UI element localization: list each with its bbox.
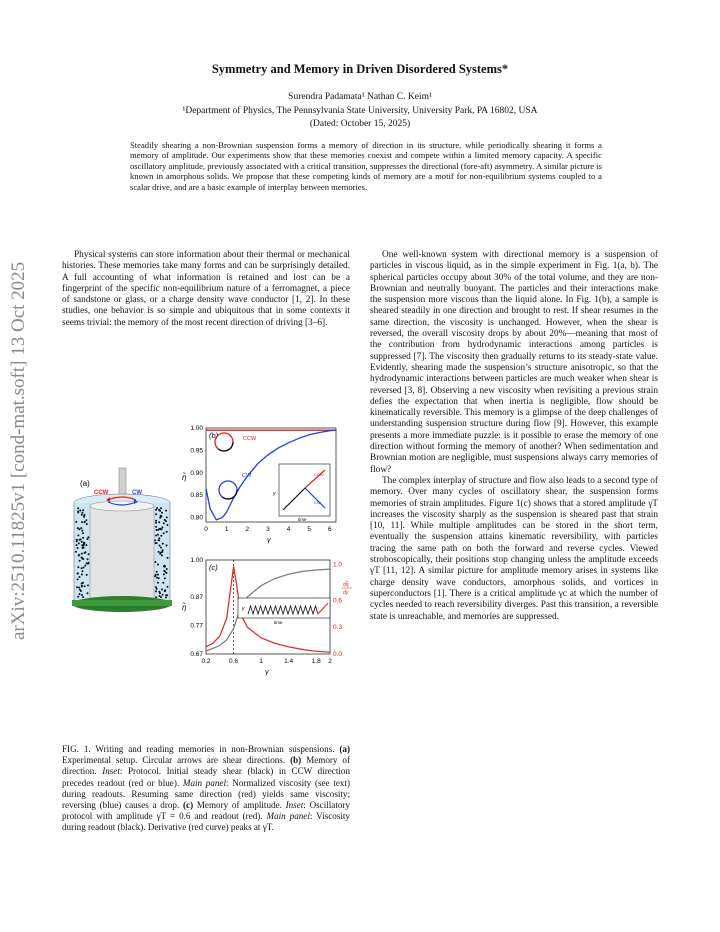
particle-dot	[162, 543, 164, 545]
particle-dot	[157, 529, 159, 531]
particle-dot	[156, 507, 158, 509]
particle-dot	[81, 521, 83, 523]
panel-c-xtick: 1.4	[284, 658, 294, 665]
panel-b-ytick: 0.95	[190, 447, 203, 455]
particle-dot	[155, 574, 157, 576]
particle-dot	[81, 512, 83, 514]
particle-dot	[85, 519, 87, 521]
panel-b-xtick: 5	[307, 526, 311, 533]
particle-dot	[81, 553, 83, 555]
particle-dot	[162, 594, 164, 596]
particle-dot	[77, 596, 79, 598]
particle-dot	[77, 578, 79, 580]
particle-dot	[82, 570, 84, 572]
panel-c-chart	[182, 557, 352, 676]
particle-dot	[79, 576, 81, 578]
panel-c-y2tick: 0.3	[333, 624, 343, 632]
particle-dot	[81, 514, 83, 516]
panel-c-y2tick: 0.6	[333, 597, 343, 605]
inset-b-xlabel: time	[298, 517, 307, 522]
particle-dot	[77, 572, 79, 574]
particle-dot	[81, 541, 83, 543]
particle-dot	[87, 536, 89, 538]
particle-dot	[159, 545, 161, 547]
caption-c-text: Memory of amplitude.	[193, 800, 286, 811]
particle-dot	[160, 507, 162, 509]
deriv-label-num: dη̃	[343, 582, 349, 588]
particle-dot	[77, 534, 79, 536]
particle-dot	[165, 520, 167, 522]
particle-dot	[167, 586, 169, 588]
particle-dot	[158, 537, 160, 539]
panel-a-label: (a)	[80, 479, 90, 488]
particle-dot	[79, 560, 81, 562]
caption-a-text: Experimental setup. Circular arrows are shear directions.	[62, 755, 291, 766]
paper-title: Symmetry and Memory in Driven Disordered Systems*	[211, 62, 509, 76]
ccw-label: CCW	[94, 490, 109, 496]
panel-c-ylabel: η̃	[182, 603, 187, 612]
particle-dot	[75, 551, 77, 553]
particle-dot	[161, 589, 163, 591]
particle-dot	[164, 571, 166, 573]
particle-dot	[88, 562, 90, 564]
particle-dot	[158, 521, 160, 523]
abstract: Steadily shearing a non-Brownian suspension forms a memory of direction in its structure, while periodically shearing it forms a memory of amplitude. Our experiments show that these memories coexist and compete within a limited memory capacity. A specific oscillatory amplitude, previously associated with a critical transition, suppresses the directional (fore-aft) asymmetry. A similar picture is known in amorphous solids. We propose that these competing kinds of memory are a motif for non-equilibrium systems coupled to a scalar drive, and are a basic example of interplay between memories.	[130, 140, 602, 192]
particle-dot	[81, 585, 83, 587]
particle-dot	[161, 512, 163, 514]
particle-dot	[80, 590, 82, 592]
particle-dot	[164, 590, 166, 592]
particle-dot	[156, 542, 158, 544]
inset-c-ylabel: γ	[242, 606, 245, 612]
particle-dot	[84, 585, 86, 587]
particle-dot	[77, 507, 79, 509]
author-list: Surendra Padamata¹ Nathan C. Keim¹	[288, 92, 432, 102]
particle-dot	[88, 553, 90, 555]
panel-b-xtick: 4	[286, 526, 291, 533]
particle-dot	[83, 516, 85, 518]
particle-dot	[76, 539, 78, 541]
particle-dot	[164, 577, 166, 579]
panel-b-xtick: 2	[245, 526, 250, 533]
panel-b-ytick: 0.85	[190, 492, 203, 500]
inset-b-ylabel: γ	[273, 491, 276, 497]
panel-c-label: (c)	[209, 563, 218, 572]
particle-dot	[81, 530, 83, 532]
right-paragraph-1: One well-known system with directional memory is a suspension of particles in viscous liquid, as in the simple experiment in Fig. 1(a, b). The spherical particles occupy about 30% of the total volume, and they are non-Brownian and neutrally buoyant. The particles and their interactions make the suspension more viscous than the liquid alone. In Fig. 1(b), a sample is sheared steadily in one direction and brought to rest. If shear resumes in the same direction, the viscosity is unchanged. However, when the shear is reversed, the overall viscosity drops by about 20%—meaning that most of the contribution from hydrodynamic interactions among particles is suppressed [7]. The viscosity then gradually returns to its steady-state value. Evidently, shearing made the suspension’s structure anisotropic, so that the hydrodynamic interactions between particles are much weaker when shear is reversed [3, 8]. Observing a new viscosity when revisiting a previous strain defies the expectation that when inertia is negligible, flow should be kinematically reversible. This memory is a glimpse of the deep challenges of understanding suspension structure during flow [9]. However, this example presents a more immediate puzzle: is it possible to erase the memory of one direction without forming the memory of another? When sedimentation and Brownian motion are negligible, must suspensions always carry memories of flow?	[370, 250, 658, 475]
particle-dot	[163, 573, 165, 575]
intro-column	[62, 250, 350, 329]
affiliation: ¹Department of Physics, The Pennsylvania State University, University Park, PA 16802, USA	[182, 106, 538, 116]
panel-b-xtick: 1	[224, 526, 229, 533]
particle-dot	[165, 594, 167, 596]
particle-dot	[157, 582, 159, 584]
particle-dot	[80, 527, 82, 529]
particle-dot	[163, 532, 165, 534]
particle-dot	[87, 558, 89, 560]
cw-label: CW	[132, 490, 142, 496]
particle-dot	[162, 582, 164, 584]
particle-dot	[156, 571, 158, 573]
particle-dot	[155, 586, 157, 588]
panel-b-ytick: 0.90	[190, 469, 203, 477]
panel-c-y2tick: 0.0	[333, 651, 343, 658]
particle-dot	[82, 532, 84, 534]
particle-dot	[77, 547, 79, 549]
figure-1	[62, 420, 362, 720]
particle-dot	[166, 531, 168, 533]
inner-cylinder	[90, 506, 154, 598]
particle-dot	[86, 574, 88, 576]
panel-b-ytick: 1.00	[190, 425, 203, 432]
panel-c-y2tick: 1.0	[333, 561, 343, 569]
particle-dot	[84, 565, 86, 567]
right-column	[370, 250, 658, 623]
particle-dot	[162, 549, 164, 551]
figure-caption	[62, 744, 350, 834]
panel-b-ytick: 0.80	[190, 514, 203, 522]
particle-dot	[155, 509, 157, 511]
panel-b-chart	[182, 425, 336, 544]
particle-dot	[77, 527, 79, 529]
caption-b-label: (b)	[290, 755, 302, 766]
inset-b-cw: CW	[314, 500, 321, 505]
particle-dot	[82, 547, 84, 549]
particle-dot	[78, 554, 80, 556]
particle-dot	[83, 542, 85, 544]
panel-c-ytick: 0.87	[190, 594, 203, 602]
panel-c-xtick: 1	[259, 658, 263, 665]
inset-c-xlabel: time	[274, 620, 283, 625]
particle-dot	[165, 510, 167, 512]
particle-dot	[158, 539, 160, 541]
particle-dot	[81, 567, 83, 569]
particle-dot	[154, 539, 156, 541]
particle-dot	[87, 592, 89, 594]
particle-dot	[76, 544, 78, 546]
particle-dot	[76, 586, 78, 588]
panel-c-xlabel: γ	[265, 667, 269, 676]
panel-c-ytick: 0.67	[190, 651, 203, 658]
caption-b-text: Memory of direction.	[62, 755, 350, 777]
particle-dot	[84, 521, 86, 523]
date-line: (Dated: October 15, 2025)	[309, 119, 411, 129]
particle-dot	[82, 545, 84, 547]
particle-dot	[160, 547, 162, 549]
particle-dot	[163, 522, 165, 524]
caption-lead: FIG. 1. Writing and reading memories in non-Brownian suspensions.	[62, 744, 340, 754]
particle-dot	[85, 544, 87, 546]
particle-dot	[166, 516, 168, 518]
particle-dot	[160, 515, 162, 517]
particle-dot	[77, 566, 79, 568]
caption-c-inset: Inset	[285, 800, 304, 811]
caption-c-text3: : Viscosity during readout (black). Derivative (red curve) peaks at γT.	[62, 811, 350, 833]
caption-b-inset: Inset	[102, 766, 120, 777]
panel-b-ylabel: η̃	[182, 473, 187, 482]
particle-dot	[78, 542, 80, 544]
particle-dot	[85, 551, 87, 553]
particle-dot	[158, 551, 160, 553]
particle-dot	[82, 509, 84, 511]
panel-b-cw-label: CW	[242, 473, 252, 479]
particle-dot	[81, 594, 83, 596]
particle-dot	[78, 528, 80, 530]
particle-dot	[167, 557, 169, 559]
particle-dot	[77, 510, 79, 512]
panel-a-apparatus	[72, 468, 172, 612]
caption-b-text2: : Protocol. Initial steady shear (black) in CCW direction precedes readout (red or blue).	[62, 766, 350, 788]
particle-dot	[155, 522, 157, 524]
particle-dot	[79, 510, 81, 512]
particle-dot	[155, 535, 157, 537]
caption-c-main: Main panel	[266, 811, 310, 822]
particle-dot	[87, 584, 89, 586]
panel-c-xtick: 1.8	[311, 658, 321, 665]
particle-dot	[164, 565, 166, 567]
particle-dot	[166, 544, 168, 546]
particle-dot	[166, 568, 168, 570]
particle-dot	[79, 539, 81, 541]
particle-dot	[165, 597, 167, 599]
particle-dot	[155, 596, 157, 598]
particle-dot	[156, 588, 158, 590]
particle-dot	[81, 574, 83, 576]
particle-dot	[82, 596, 84, 598]
particle-dot	[154, 561, 156, 563]
panel-b-xtick: 3	[266, 526, 270, 533]
deriv-label-den: dγ	[343, 590, 349, 596]
caption-b-text3: : Normalized viscosity (see text) during readouts. Resuming same direction (red) yields same viscosity; reversing (blue) causes a drop.	[62, 777, 350, 811]
particle-dot	[160, 535, 162, 537]
panel-b-label: (b)	[209, 431, 219, 440]
particle-dot	[155, 520, 157, 522]
panel-c-inset	[238, 598, 330, 625]
particle-dot	[157, 564, 159, 566]
right-paragraph-2: The complex interplay of structure and flow also leads to a second type of memory. Over many cycles of oscillatory shear, the suspension forms memories of strain amplitudes. Figure 1(c) shows that a stored amplitude γT increases the viscosity sharply as the suspension is sheared past that strain [10, 11]. While multiple amplitudes can be stored in the short term, eventually the suspension attains kinematic reversibility, with particles tracing the same path on both the forward and reverse cycles. Viewed stroboscopically, their positions stop changing unless the amplitude exceeds γT [11, 12]. A similar picture for amplitude memory arises in systems like charge density wave conductors, amorphous solids, and vortices in superconductors [1]. There is a critical amplitude γc at which the number of cycles needed to reach reversibility diverges. Past this transition, a reversible state is unreachable, and memories are suppressed.	[370, 475, 658, 622]
inset-b-ccw: CCW	[314, 472, 324, 477]
panel-b-xlabel: γ	[267, 535, 271, 544]
particle-dot	[79, 593, 81, 595]
particle-dot	[155, 513, 157, 515]
particle-dot	[86, 562, 88, 564]
particle-dot	[78, 587, 80, 589]
panel-c-xtick: 0.2	[201, 658, 211, 665]
particle-dot	[159, 592, 161, 594]
panel-b-ccw-label: CCW	[243, 436, 257, 442]
particle-dot	[159, 595, 161, 597]
panel-c-xtick: 2	[328, 658, 332, 665]
particle-dot	[157, 534, 159, 536]
particle-dot	[161, 526, 163, 528]
particle-dot	[82, 582, 84, 584]
particle-dot	[82, 558, 84, 560]
caption-a-label: (a)	[339, 744, 350, 754]
intro-paragraph: Physical systems can store information about their thermal or mechanical histories. These memories take many forms and can be surprisingly detailed. A full accounting of what information is retained and lost can be a fingerprint of the specific non-equilibrium nature of a ferromagnet, a piece of sandstone or glass, or a charge density wave conductor [1, 2]. In these studies, one behavior is so simple and ubiquitous that in some contexts it seems trivial: the memory of the most recent direction of driving [3–6].	[62, 250, 350, 328]
panel-c-xtick: 0.6	[229, 658, 239, 665]
caption-c-label: (c)	[183, 800, 194, 811]
panel-b-xtick: 0	[204, 526, 208, 533]
particle-dot	[156, 529, 158, 531]
particle-dot	[86, 523, 88, 525]
particle-dot	[161, 554, 163, 556]
particle-dot	[155, 590, 157, 592]
panel-c-ytick: 0.77	[190, 622, 203, 630]
particle-dot	[75, 521, 77, 523]
arxiv-identifier: arXiv:2510.11825v1 [cond-mat.soft] 13 Oct 2025	[8, 261, 29, 640]
panel-c-ytick: 1.00	[190, 557, 203, 564]
particle-dot	[157, 574, 159, 576]
particle-dot	[159, 510, 161, 512]
caption-b-main: Main panel	[182, 777, 226, 788]
particle-dot	[83, 567, 85, 569]
caption-c-text2: : Oscillatory protocol with amplitude γT = 0.6 and readout (red).	[62, 800, 350, 822]
particle-dot	[166, 524, 168, 526]
panel-b-xtick: 6	[327, 526, 332, 533]
particle-dot	[155, 526, 157, 528]
particle-dot	[82, 537, 84, 539]
particle-dot	[156, 577, 158, 579]
particle-dot	[87, 538, 89, 540]
panel-b-inset	[273, 464, 330, 522]
particle-dot	[159, 553, 161, 555]
